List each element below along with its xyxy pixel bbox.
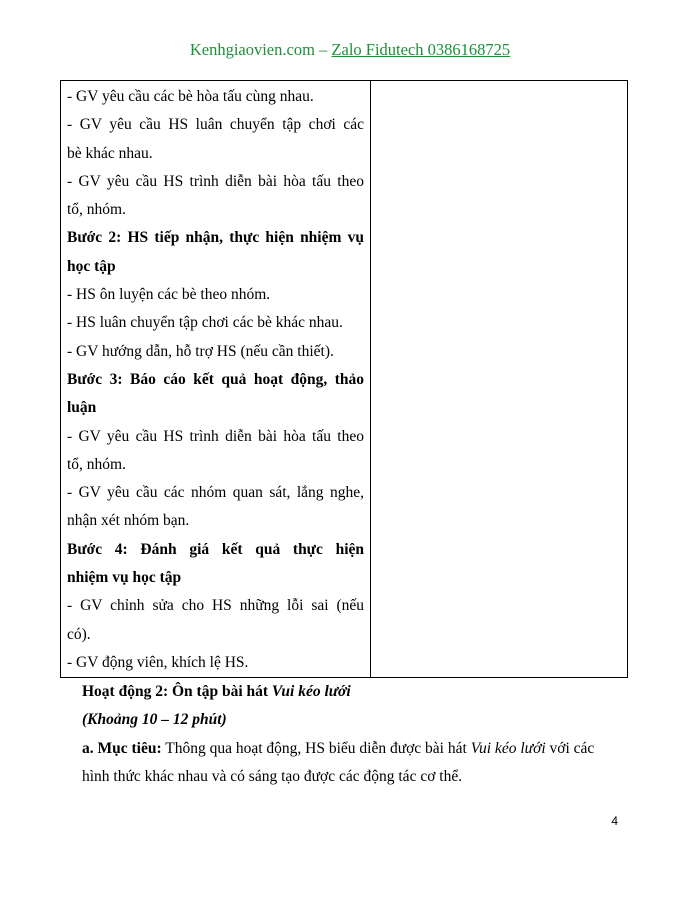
text-line: - GV yêu cầu các nhóm quan sát, lắng nghe, (67, 484, 364, 502)
objective-label: a. Mục tiêu: (82, 739, 162, 757)
site-name: Kenhgiaovien.com (189, 40, 315, 59)
objective-line-2: hình thức khác nhau và có sáng tạo được các động tác cơ thể. (82, 767, 463, 785)
activity-section (82, 678, 642, 791)
activity-song-title: Vui kéo lưới (271, 683, 351, 700)
objective-text: Thông qua hoạt động, HS biểu diễn được bài hát (161, 739, 471, 757)
objective-text-end: với các (545, 739, 595, 757)
text-line: - GV hướng dẫn, hỗ trợ HS (nếu cần thiết). (67, 342, 334, 360)
activity-title-prefix: Hoạt động 2: Ôn tập bài hát (82, 683, 272, 700)
objective-song: Vui kéo lưới (470, 739, 546, 757)
text-line: - GV yêu cầu HS trình diễn bài hòa tấu theo (67, 172, 364, 190)
activity-title (82, 678, 642, 706)
step-heading: học tập (67, 257, 116, 275)
header-separator: – (314, 40, 332, 59)
step-heading: Bước 3: Báo cáo kết quả hoạt động, thảo (67, 370, 364, 388)
activity-duration: (Khoảng 10 – 12 phút) (82, 711, 227, 729)
text-line: - HS luân chuyển tập chơi các bè khác nhau. (67, 314, 343, 332)
text-line: - GV động viên, khích lệ HS. (67, 653, 249, 671)
step-heading: Bước 4: Đánh giá kết quả thực hiện (67, 540, 364, 558)
page-header (0, 40, 700, 60)
text-line: tổ, nhóm. (67, 455, 126, 473)
step-heading: nhiệm vụ học tập (67, 569, 182, 587)
expected-products-cell (371, 81, 628, 678)
text-line: - GV chỉnh sửa cho HS những lỗi sai (nếu (67, 597, 364, 615)
step-heading: luận (67, 399, 97, 417)
text-line: tổ, nhóm. (67, 201, 126, 219)
lesson-table (60, 80, 628, 678)
teacher-student-activities-cell (61, 81, 371, 678)
text-line: - GV yêu cầu HS luân chuyển tập chơi các (67, 116, 364, 134)
text-line: - GV yêu cầu HS trình diễn bài hòa tấu theo (67, 427, 364, 445)
text-line: có). (67, 625, 91, 643)
text-line: bè khác nhau. (67, 144, 153, 162)
objective-line-1 (82, 735, 642, 763)
step-heading: Bước 2: HS tiếp nhận, thực hiện nhiệm vụ (67, 229, 364, 247)
text-line: - HS ôn luyện các bè theo nhóm. (67, 286, 271, 304)
text-line: - GV yêu cầu các bè hòa tấu cùng nhau. (67, 88, 314, 105)
text-line: nhận xét nhóm bạn. (67, 512, 190, 530)
page-number: 4 (611, 814, 618, 828)
zalo-contact: Zalo Fidutech 0386168725 (331, 40, 511, 59)
